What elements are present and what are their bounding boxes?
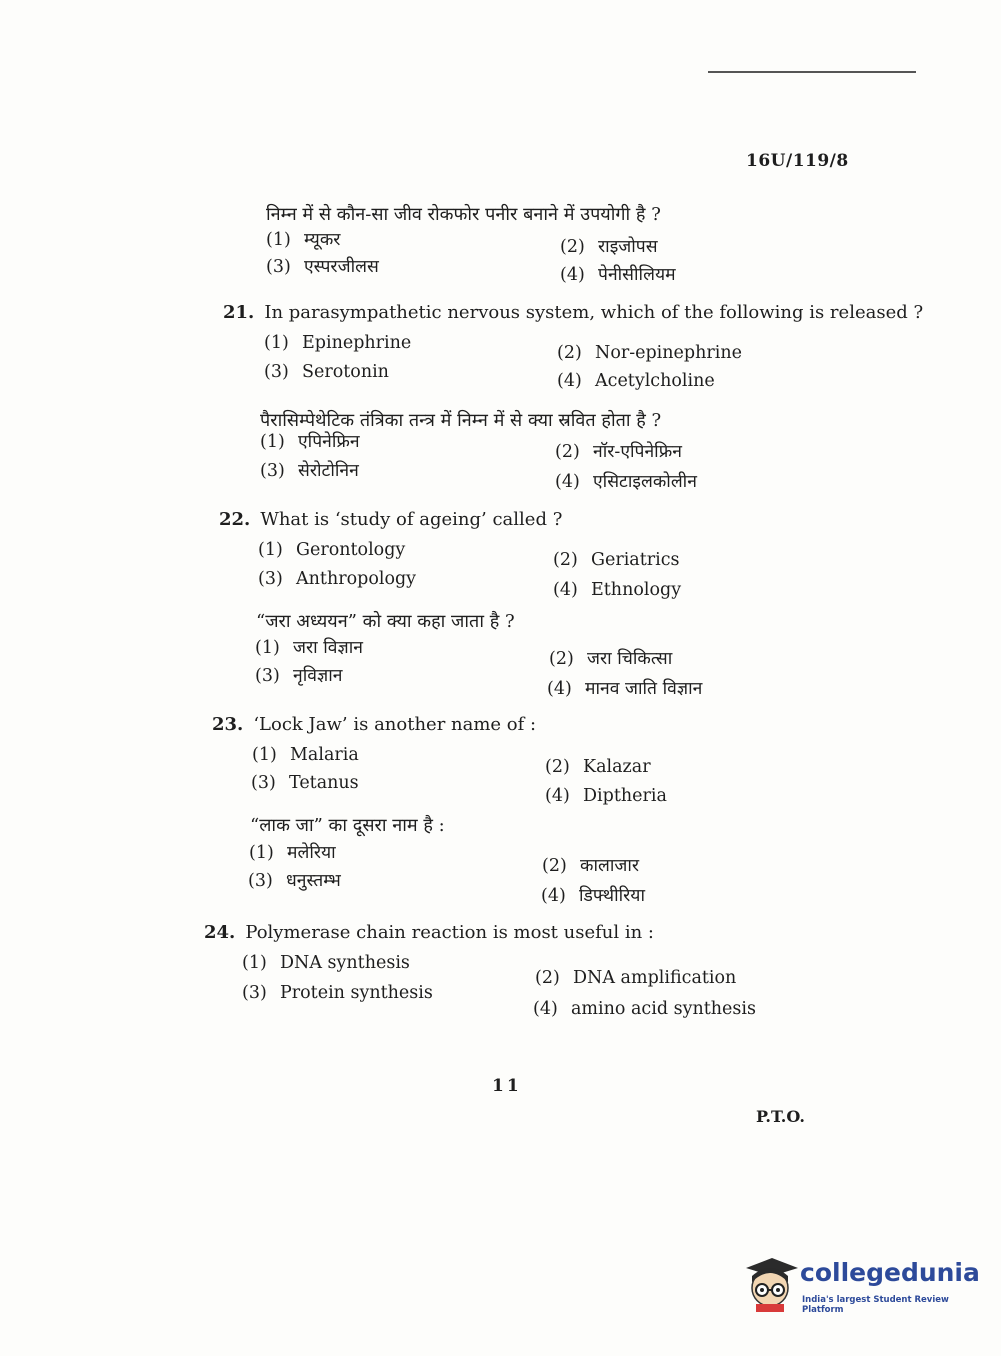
option-number: (4): [547, 679, 572, 699]
option-1: [252, 745, 359, 765]
option-2-hindi: [555, 439, 682, 463]
option-2: [535, 968, 736, 988]
option-text: DNA amplification: [573, 968, 737, 988]
question-text-hindi: “जरा अध्ययन” को क्या कहा जाता है ?: [256, 611, 515, 632]
option-1: [264, 333, 411, 353]
question-text: Polymerase chain reaction is most useful in :: [245, 922, 654, 943]
question-number: 24.: [204, 922, 236, 943]
option-number: (2): [545, 757, 570, 777]
question-23: [212, 714, 536, 735]
option-text: नॉर-एपिनेफ्रिन: [593, 442, 682, 462]
question-24: [204, 922, 654, 943]
option-1-hindi: [255, 635, 363, 659]
option-4: [553, 580, 681, 600]
option-1: [258, 540, 405, 560]
option-number: (1): [264, 333, 289, 353]
option-2: [557, 343, 742, 363]
option-number: (1): [266, 230, 291, 250]
page-number: 11: [492, 1076, 522, 1096]
option-text: DNA synthesis: [280, 953, 410, 973]
option-text: डिफ्थीरिया: [579, 886, 645, 906]
option-text: amino acid synthesis: [571, 999, 756, 1019]
paper-code: 16U/119/8: [746, 151, 849, 171]
option-number: (3): [266, 257, 291, 277]
option-text: Nor-epinephrine: [595, 343, 742, 363]
option-text: Diptheria: [583, 786, 667, 806]
collegedunia-logo: [742, 1252, 980, 1315]
question-number: 21.: [223, 302, 255, 323]
option-text: म्यूकर: [304, 230, 341, 250]
option-number: (2): [560, 237, 585, 257]
option-4: [545, 786, 667, 806]
option-number: (3): [264, 362, 289, 382]
option-number: (3): [248, 871, 273, 891]
question-22: [219, 509, 562, 530]
question-21: [223, 302, 923, 323]
option-3-hindi: [260, 458, 359, 482]
option-number: (2): [535, 968, 560, 988]
option-text: मलेरिया: [287, 843, 336, 863]
option-1: [242, 953, 410, 973]
option-number: (3): [255, 666, 280, 686]
option-2: [545, 757, 651, 777]
option-text: Serotonin: [302, 362, 389, 382]
question-number: 22.: [219, 509, 251, 530]
option-number: (1): [258, 540, 283, 560]
option-text: Ethnology: [591, 580, 682, 600]
option-3-hindi: [248, 868, 341, 892]
option-2-hindi: [542, 853, 639, 877]
option-text: Malaria: [290, 745, 359, 765]
option-1-hindi: [266, 227, 340, 251]
option-number: (1): [260, 432, 285, 452]
option-number: (4): [541, 886, 566, 906]
option-4-hindi: [547, 676, 702, 700]
option-number: (1): [249, 843, 274, 863]
option-text: राइजोपस: [598, 237, 658, 257]
option-4-hindi: [560, 262, 676, 286]
option-2-hindi: [549, 646, 672, 670]
option-number: (4): [545, 786, 570, 806]
pto-label: P.T.O.: [756, 1107, 805, 1126]
option-3: [258, 569, 416, 589]
top-rule: [708, 71, 916, 73]
mascot-icon: [742, 1252, 798, 1314]
option-number: (4): [555, 472, 580, 492]
option-2-hindi: [560, 234, 658, 258]
option-text: एस्परजीलस: [304, 257, 379, 277]
option-number: (2): [542, 856, 567, 876]
option-4: [557, 371, 715, 391]
option-text: Geriatrics: [591, 550, 680, 570]
option-number: (2): [549, 649, 574, 669]
option-text: नृविज्ञान: [293, 666, 343, 686]
option-4-hindi: [541, 883, 645, 907]
option-text: Gerontology: [296, 540, 406, 560]
option-3: [242, 983, 433, 1003]
option-text: Kalazar: [583, 757, 651, 777]
option-text: सेरोटोनिन: [298, 461, 359, 481]
option-number: (4): [557, 371, 582, 391]
option-3: [251, 773, 359, 793]
option-number: (1): [252, 745, 277, 765]
option-number: (2): [555, 442, 580, 462]
option-text: जरा विज्ञान: [293, 638, 363, 658]
question-text-hindi: “लाक जा” का दूसरा नाम है :: [250, 815, 445, 836]
option-number: (3): [260, 461, 285, 481]
option-number: (4): [560, 265, 585, 285]
option-text: Acetylcholine: [595, 371, 715, 391]
option-text: एपिनेफ्रिन: [298, 432, 360, 452]
question-text-hindi: निम्न में से कौन-सा जीव रोकफोर पनीर बनाने में उपयोगी है ?: [266, 204, 661, 225]
option-3-hindi: [255, 663, 342, 687]
option-3: [264, 362, 389, 382]
option-number: (1): [242, 953, 267, 973]
option-number: (4): [553, 580, 578, 600]
option-text: जरा चिकित्सा: [587, 649, 673, 669]
option-number: (2): [553, 550, 578, 570]
question-number: 23.: [212, 714, 244, 735]
option-4-hindi: [555, 469, 697, 493]
question-text: What is ‘study of ageing’ called ?: [260, 509, 563, 530]
option-text: Tetanus: [289, 773, 359, 793]
option-1-hindi: [260, 429, 360, 453]
option-number: (3): [258, 569, 283, 589]
option-text: Protein synthesis: [280, 983, 433, 1003]
option-text: कालाजार: [580, 856, 640, 876]
logo-wordmark: collegedunia: [800, 1258, 980, 1287]
option-number: (4): [533, 999, 558, 1019]
option-number: (2): [557, 343, 582, 363]
option-2: [553, 550, 680, 570]
option-text: धनुस्तम्भ: [286, 871, 341, 891]
option-1-hindi: [249, 840, 336, 864]
logo-tagline: India's largest Student Review Platform: [802, 1295, 949, 1315]
option-number: (3): [242, 983, 267, 1003]
question-text: ‘Lock Jaw’ is another name of :: [253, 714, 537, 735]
question-text-hindi: पैरासिम्पेथेटिक तंत्रिका तन्त्र में निम्न में से क्या स्रवित होता है ?: [260, 410, 662, 431]
option-number: (1): [255, 638, 280, 658]
option-text: एसिटाइलकोलीन: [593, 472, 697, 492]
question-text: In parasympathetic nervous system, which of the following is released ?: [264, 302, 924, 323]
option-4: [533, 999, 756, 1019]
option-3-hindi: [266, 254, 379, 278]
option-text: मानव जाति विज्ञान: [585, 679, 703, 699]
option-text: Anthropology: [296, 569, 417, 589]
option-text: Epinephrine: [302, 333, 412, 353]
option-number: (3): [251, 773, 276, 793]
option-text: पेनीसीलियम: [598, 265, 676, 285]
